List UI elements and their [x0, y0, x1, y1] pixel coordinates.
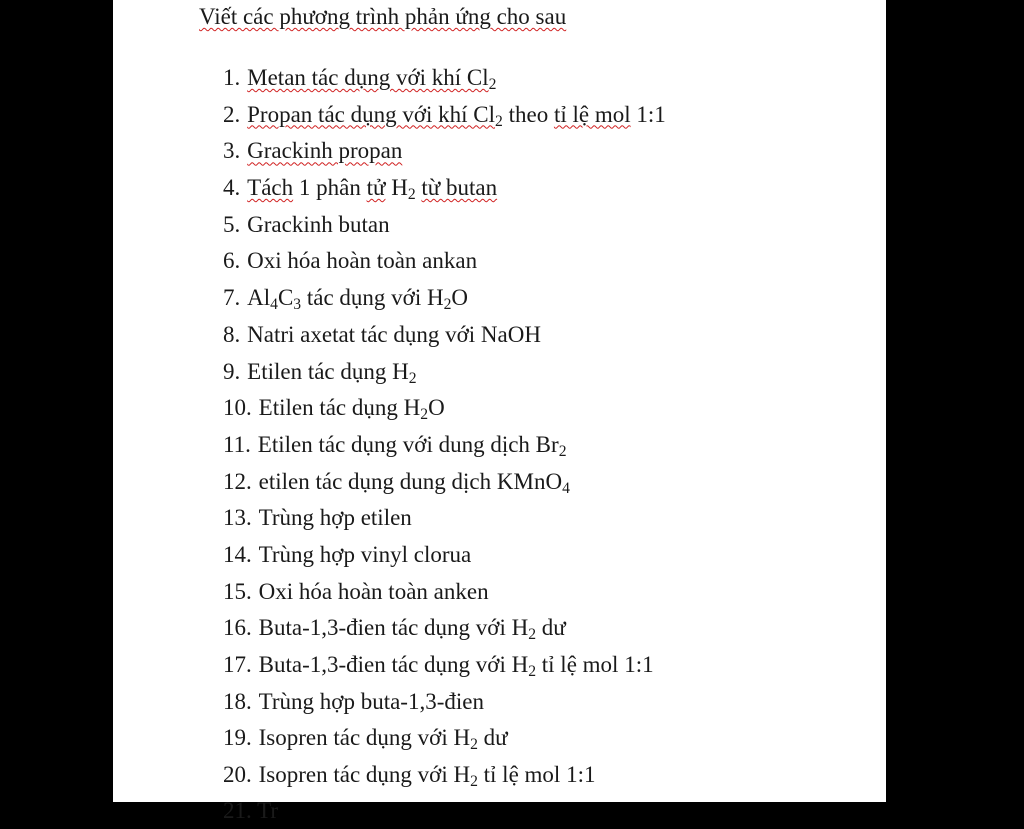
list-item [223, 574, 666, 611]
list-item [223, 464, 666, 501]
subscript: 2 [488, 75, 497, 93]
list-item [223, 243, 666, 280]
list-item-text: dư [477, 725, 508, 751]
subscript: 4 [270, 296, 278, 314]
list-item-text: Isopren tác dụng với H [258, 725, 471, 751]
list-item-text: Grackinh butan [247, 211, 390, 237]
subscript: 2 [407, 185, 416, 203]
subscript: 2 [558, 442, 567, 460]
cut-off-next-line: 21. Tr [223, 798, 278, 823]
list-item-number: 4. [223, 175, 241, 201]
list-item-text: Trùng hợp vinyl clorua [258, 541, 472, 567]
list-item-text: dư [536, 615, 566, 641]
list-item [223, 720, 666, 757]
list-item-number: 2. [223, 101, 241, 127]
list-item-text: Tách [247, 175, 294, 201]
list-item-text: Propan tác dụng với khí Cl [247, 101, 496, 127]
list-item-text: Trùng hợp buta-1,3-đien [258, 688, 484, 714]
list-item-text: Metan tác dụng với khí Cl [247, 65, 489, 90]
list-item-text: O [428, 395, 445, 421]
list-item-text: Natri axetat tác dụng với NaOH [247, 321, 541, 347]
list-item-number: 8. [223, 321, 241, 347]
list-item-text: Etilen tác dụng H [258, 395, 421, 421]
list-item [223, 647, 666, 684]
document-title-text: Viết các phương trình phản ứng cho sau [199, 4, 567, 29]
list-item [223, 207, 666, 244]
list-item-text: Oxi hóa hoàn toàn ankan [247, 248, 478, 274]
list-item-text: tỉ lệ mol 1:1 [477, 762, 596, 788]
list-item-text: tác dụng với H [301, 285, 444, 311]
list-item-text: O [451, 285, 469, 311]
list-item-number: 1. [223, 65, 241, 90]
subscript: 2 [420, 406, 429, 424]
document-title [199, 4, 566, 30]
list-item-number: 11. [223, 431, 251, 457]
list-item-number: 12. [223, 468, 252, 494]
list-item [223, 280, 666, 317]
list-item-text: H [385, 175, 408, 201]
list-item [223, 354, 666, 391]
subscript: 2 [443, 296, 452, 314]
list-item-number: 16. [223, 615, 252, 641]
reaction-list [223, 60, 666, 794]
list-item-text: Al [247, 285, 271, 311]
list-item [223, 500, 666, 537]
list-item-text: từ butan [421, 175, 498, 201]
list-item-number: 19. [223, 725, 252, 751]
list-item-number: 20. [223, 762, 252, 788]
subscript: 2 [528, 662, 537, 680]
list-item [223, 610, 666, 647]
list-item-number: 5. [223, 211, 241, 237]
list-item [223, 60, 666, 97]
list-item-number: 3. [223, 138, 241, 164]
list-item-text: C [277, 285, 294, 311]
subscript: 3 [293, 296, 302, 314]
list-item [223, 427, 666, 464]
list-item-number: 14. [223, 541, 252, 567]
list-item [223, 757, 666, 794]
subscript: 2 [528, 626, 537, 644]
list-item-text: Etilen tác dụng H [247, 358, 409, 384]
list-item [223, 317, 666, 354]
list-item-text: 1 phân [293, 175, 367, 201]
list-item-number: 13. [223, 505, 252, 531]
list-item-text: Grackinh propan [247, 138, 403, 164]
subscript: 2 [470, 736, 478, 754]
list-item-text: 1:1 [630, 101, 666, 127]
list-item-text: Etilen tác dụng với dung dịch Br [257, 431, 559, 457]
list-item-number: 18. [223, 688, 252, 714]
list-item-text: tỉ lệ mol 1:1 [536, 652, 654, 677]
list-item [223, 97, 666, 134]
list-item-text: Isopren tác dụng với H [258, 762, 471, 788]
subscript: 4 [562, 479, 570, 497]
list-item [223, 684, 666, 721]
list-item-text: tỉ lệ mol [553, 101, 631, 127]
list-item-text: Buta-1,3-đien tác dụng với H [258, 615, 529, 641]
list-item-number: 9. [223, 358, 241, 384]
list-item-text: Trùng hợp etilen [258, 505, 412, 531]
list-item-text: etilen tác dụng dung dịch KMnO [258, 468, 563, 494]
list-item-number: 15. [223, 578, 252, 604]
subscript: 2 [495, 112, 503, 130]
list-item [223, 537, 666, 574]
document-page [113, 0, 886, 823]
subscript: 2 [408, 369, 417, 387]
list-item-text: theo [502, 101, 554, 127]
list-item [223, 170, 666, 207]
list-item-number: 17. [223, 652, 252, 677]
list-item [223, 390, 666, 427]
list-item-number: 10. [223, 395, 252, 421]
list-item-number: 7. [223, 285, 241, 311]
subscript: 2 [470, 772, 478, 790]
list-item-number: 6. [223, 248, 241, 274]
list-item-text: Oxi hóa hoàn toàn anken [258, 578, 489, 604]
list-item-text: tử [366, 175, 386, 201]
list-item [223, 133, 666, 170]
list-item-text: Buta-1,3-đien tác dụng với H [258, 652, 529, 677]
